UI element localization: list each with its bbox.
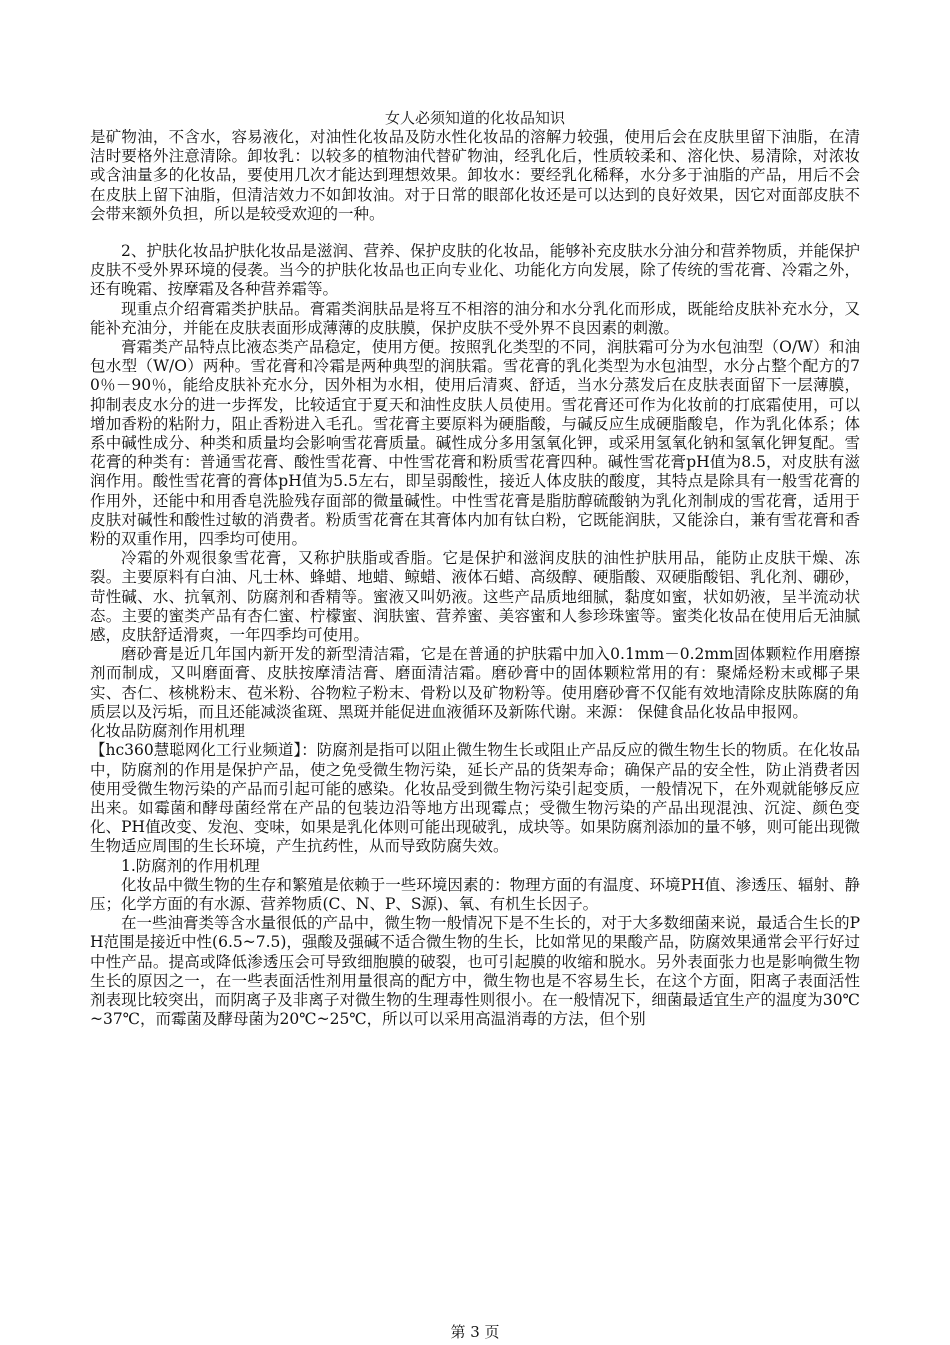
paragraph-cream-intro: 现重点介绍膏霜类护肤品。膏霜类润肤品是将互不相溶的油分和水分乳化而形成，既能给皮肤补充水分，又能补充油分，并能在皮肤表面形成薄薄的皮肤膜，保护皮肤不受外界不良因素的刺激。 — [90, 299, 860, 337]
paragraph-environment-factors: 化妆品中微生物的生存和繁殖是依赖于一些环境因素的：物理方面的有温度、环境PH值、渗透压、辐射、静压；化学方面的有水源、营养物质(C、N、P、S源)、氧、有机生长因子。 — [90, 875, 860, 913]
paragraph-preservative-definition: 【hc360慧聪网化工行业频道】：防腐剂是指可以阻止微生物生长或阻止产品反应的微生物生长的物质。在化妆品中，防腐剂的作用是保护产品，使之免受微生物污染，延长产品的货架寿命；确保产品的安全性，防止消费者因使用受微生物污染的产品而引起可能的感染。化妆品受到微生物污染引起变质，一般情况下，在外观就能够反应出来。如霉菌和酵母菌经常在产品的包装边沿等地方出现霉点；受微生物污染的产品出现混浊、沉淀、颜色变化、PH值改变、发泡、变味，如果是乳化体则可能出现破乳，成块等。如果防腐剂添加的量不够，则可能出现微生物适应周围的生长环境，产生抗药性，从而导致防腐失效。 — [90, 741, 860, 856]
page-number: 第 3 页 — [450, 1323, 500, 1341]
paragraph-remover-types: 是矿物油，不含水，容易液化，对油性化妆品及防水性化妆品的溶解力较强，使用后会在皮肤里留下油脂，在清洁时要格外注意清除。卸妆乳：以较多的植物油代替矿物油，经乳化后，性质较柔和、溶化快、易清除，对浓妆或含油量多的化妆品，要使用几次才能达到理想效果。卸妆水：要经乳化稀释，水分多于油脂的产品，用后不会在皮肤上留下油脂，但清洁效力不如卸妆油。对于日常的眼部化妆还是可以达到的良好效果，因它对面部皮肤不会带来额外负担，所以是较受欢迎的一种。 — [90, 128, 860, 223]
paragraph-gap — [90, 224, 860, 242]
paragraph-scrub: 磨砂膏是近几年国内新开发的新型清洁霜，它是在普通的护肤霜中加入0.1mm－0.2mm固体颗粒作用磨擦剂而制成，又叫磨面膏、皮肤按摩清洁膏、磨面清洁霜。磨砂膏中的固体颗粒常用的有：聚烯烃粉末或椰子果实、杏仁、核桃粉末、苞米粉、谷物粒子粉末、骨粉以及矿物粉等。使用磨砂膏不仅能有效地清除皮肤陈腐的角质层以及污垢，而且还能减淡雀斑、黑斑并能促进血液循环及新陈代谢。来源： 保健食品化妆品申报网。 — [90, 645, 860, 721]
paragraph-cold-cream: 冷霜的外观很象雪花膏，又称护肤脂或香脂。它是保护和滋润皮肤的油性护肤用品，能防止皮肤干燥、冻裂。主要原料有白油、凡士林、蜂蜡、地蜡、鲸蜡、液体石蜡、高级醇、硬脂酸、双硬脂酸铝、乳化剂、硼砂，苛性碱、水、抗氧剂、防腐剂和香精等。蜜液又叫奶液。这些产品质地细腻，黏度如蜜，状如奶液，呈半流动状态。主要的蜜类产品有杏仁蜜、柠檬蜜、润肤蜜、营养蜜、美容蜜和人参珍珠蜜等。蜜类化妆品在使用后无油腻感，皮肤舒适滑爽，一年四季均可使用。 — [90, 549, 860, 645]
document-title: 女人必须知道的化妆品知识 — [384, 109, 565, 127]
paragraph-vanishing-cream: 膏霜类产品特点比液态类产品稳定，使用方便。按照乳化类型的不同，润肤霜可分为水包油型（O/W）和油包水型（W/O）两种。雪花膏和冷霜是两种典型的润肤霜。雪花膏的乳化类型为水包油型，水分占整个配方的70％－90％，能给皮肤补充水分，因外相为水相，使用后清爽、舒适，当水分蒸发后在皮肤表面留下一层薄膜，抑制表皮水分的进一步挥发，比较适宜于夏天和油性皮肤人员使用。雪花膏还可作为化妆前的打底霜使用，可以增加香粉的粘附力，阻止香粉进入毛孔。雪花膏主要原料为硬脂酸，与碱反应生成硬脂酸皂，作为乳化体系；体系中碱性成分、种类和质量均会影响雪花膏质量。碱性成分多用氢氧化钾，或采用氢氧化钠和氢氧化钾复配。雪花膏的种类有：普通雪花膏、酸性雪花膏、中性雪花膏和粉质雪花膏四种。碱性雪花膏pH值为8.5，对皮肤有滋润作用。酸性雪花膏的膏体pH值为5.5左右，即呈弱酸性，接近人体皮肤的酸度，其特点是除具有一般雪花膏的作用外，还能中和用香皂洗脸残存面部的微量碱性。中性雪花膏是脂肪醇硫酸钠为乳化剂制成的雪花膏，适用于皮肤对碱性和酸性过敏的消费者。粉质雪花膏在其膏体内加有钛白粉，它既能润肤，又能涂白，兼有雪花膏和香粉的双重作用，四季均可使用。 — [90, 338, 860, 549]
section-heading-preservatives: 化妆品防腐剂作用机理 — [90, 722, 246, 741]
document-page — [90, 108, 860, 1029]
paragraph-skincare-intro: 2、护肤化妆品护肤化妆品是滋润、营养、保护皮肤的化妆品，能够补充皮肤水分油分和营养物质，并能保护皮肤不受外界环境的侵袭。当今的护肤化妆品也正向专业化、功能化方向发展，除了传统的雪花膏、冷霜之外，还有晚霜、按摩霜及各种营养霜等。 — [90, 242, 860, 299]
subheading-mechanism: 1.防腐剂的作用机理 — [121, 856, 260, 875]
paragraph-growth-conditions: 在一些油膏类等含水量很低的产品中，微生物一般情况下是不生长的，对于大多数细菌来说，最适合生长的PH范围是接近中性(6.5~7.5)，强酸及强碱不适合微生物的生长，比如常见的果酸产品，防腐效果通常会平行好过中性产品。提高或降低渗透压会可导致细胞膜的破裂，也可引起膜的收缩和脱水。另外表面张力也是影响微生物生长的原因之一，在一些表面活性剂用量很高的配方中，微生物也是不容易生长，在这个方面，阳离子表面活性剂表现比较突出，而阴离子及非离子对微生物的生理毒性则很小。在一般情况下，细菌最适宜生产的温度为30℃~37℃，而霉菌及酵母菌为20℃~25℃，所以可以采用高温消毒的方法，但个别 — [90, 914, 860, 1029]
